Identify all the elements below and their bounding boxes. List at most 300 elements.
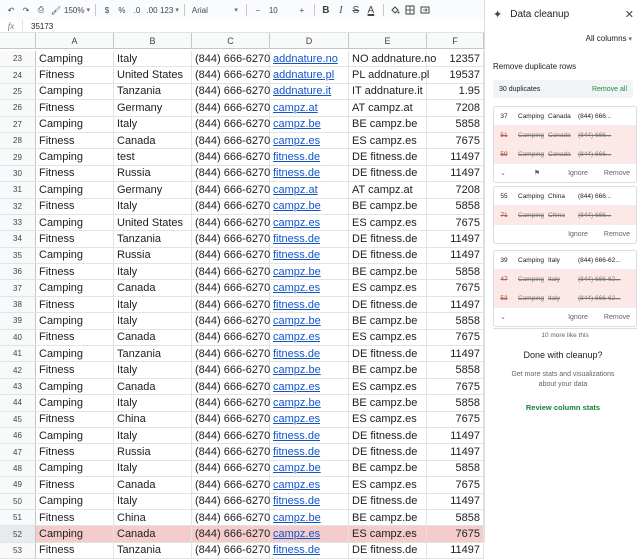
cell[interactable]: fitness.de	[270, 248, 349, 263]
cell[interactable]: (844) 666-6270	[192, 477, 270, 492]
cell[interactable]: campz.es	[270, 526, 349, 541]
column-header[interactable]: B	[114, 33, 192, 49]
cell[interactable]: Canada	[114, 330, 192, 345]
cell[interactable]: Camping	[36, 395, 114, 410]
cell[interactable]: DE fitness.de	[349, 346, 427, 361]
cell[interactable]: campz.be	[270, 199, 349, 214]
cell[interactable]: fitness.de	[270, 231, 349, 246]
remove-button[interactable]: Remove	[603, 169, 630, 177]
row-header[interactable]: 46	[0, 428, 36, 443]
currency-format-button[interactable]: $	[104, 5, 110, 15]
cell[interactable]: Camping	[36, 461, 114, 476]
cell[interactable]: 7675	[427, 215, 484, 230]
cell[interactable]: 11497	[427, 428, 484, 443]
table-row	[0, 494, 484, 510]
cell[interactable]: 11497	[427, 149, 484, 164]
cell[interactable]: Fitness	[36, 444, 114, 459]
cell[interactable]: Fitness	[36, 330, 114, 345]
text-color-button[interactable]: A	[367, 4, 375, 16]
cell[interactable]: (844) 666-6270	[192, 117, 270, 132]
cell[interactable]: addnature.it	[270, 84, 349, 99]
cell[interactable]: Italy	[114, 395, 192, 410]
duplicate-cell: 51	[500, 131, 508, 139]
cell[interactable]: fitness.de	[270, 543, 349, 558]
row-header[interactable]: 52	[0, 526, 36, 541]
more-like-this[interactable]: 10 more like this	[493, 328, 637, 339]
remove-all-button[interactable]: Remove all	[591, 85, 627, 93]
cell[interactable]: Camping	[36, 215, 114, 230]
table-row	[0, 231, 484, 247]
cell[interactable]: campz.at	[270, 100, 349, 115]
cell[interactable]: 11497	[427, 444, 484, 459]
cell[interactable]: Fitness	[36, 231, 114, 246]
cell[interactable]: fitness.de	[270, 346, 349, 361]
cell[interactable]: Canada	[114, 379, 192, 394]
cell[interactable]: campz.be	[270, 395, 349, 410]
font-family-select[interactable]: Arial ▾	[189, 2, 241, 18]
table-row	[0, 84, 484, 100]
cell[interactable]: 7208	[427, 100, 484, 115]
cell[interactable]: (844) 666-6270	[192, 526, 270, 541]
cell[interactable]: DE fitness.de	[349, 297, 427, 312]
number-format-select[interactable]: 123 ▾	[160, 2, 179, 18]
cell[interactable]: ES campz.es	[349, 412, 427, 427]
fill-color-icon[interactable]	[388, 2, 402, 18]
cell[interactable]: China	[114, 412, 192, 427]
cell[interactable]: Fitness	[36, 362, 114, 377]
cell[interactable]: Camping	[36, 379, 114, 394]
cell[interactable]: Camping	[36, 280, 114, 295]
row-header[interactable]: 44	[0, 395, 36, 410]
toolbar-divider	[246, 4, 247, 16]
cell[interactable]: Fitness	[36, 133, 114, 148]
cell[interactable]: (844) 666-6270	[192, 313, 270, 328]
cell[interactable]: Italy	[114, 51, 192, 66]
cell[interactable]: BE campz.be	[349, 117, 427, 132]
cell[interactable]: campz.es	[270, 280, 349, 295]
cell[interactable]: 5858	[427, 461, 484, 476]
duplicates-count: 30 duplicates	[499, 85, 541, 93]
cell[interactable]: 11497	[427, 543, 484, 558]
cell[interactable]: 5858	[427, 264, 484, 279]
flag-icon[interactable]: ⚑	[533, 170, 541, 177]
cell[interactable]: Canada	[114, 133, 192, 148]
cell[interactable]: campz.be	[270, 117, 349, 132]
cell[interactable]: United States	[114, 215, 192, 230]
duplicate-group	[493, 106, 637, 183]
row-header[interactable]: 25	[0, 84, 36, 99]
row-header[interactable]: 24	[0, 67, 36, 82]
cell[interactable]: DE fitness.de	[349, 248, 427, 263]
cell[interactable]: BE campz.be	[349, 199, 427, 214]
cell[interactable]: ES campz.es	[349, 330, 427, 345]
cell[interactable]: Italy	[114, 313, 192, 328]
cell[interactable]: Fitness	[36, 264, 114, 279]
cell[interactable]: campz.be	[270, 264, 349, 279]
column-header[interactable]: E	[349, 33, 427, 49]
row-header[interactable]: 23	[0, 51, 36, 66]
cell[interactable]: (844) 666-6270	[192, 379, 270, 394]
cell[interactable]: 11497	[427, 248, 484, 263]
cell[interactable]: (844) 666-6270	[192, 264, 270, 279]
cell[interactable]: DE fitness.de	[349, 494, 427, 509]
table-row	[0, 543, 484, 559]
row-header[interactable]: 30	[0, 166, 36, 181]
row-header[interactable]: 39	[0, 313, 36, 328]
cell[interactable]: Canada	[114, 526, 192, 541]
cell[interactable]: Tanzania	[114, 231, 192, 246]
redo-icon[interactable]: ↷	[22, 5, 30, 15]
duplicate-cell: Camping	[518, 294, 545, 302]
cell[interactable]: Canada	[114, 280, 192, 295]
cell[interactable]: (844) 666-6270	[192, 182, 270, 197]
cell[interactable]: 7675	[427, 526, 484, 541]
cell[interactable]: Germany	[114, 182, 192, 197]
column-header[interactable]: A	[36, 33, 114, 49]
cell[interactable]: (844) 666-6270	[192, 543, 270, 558]
cell[interactable]: Fitness	[36, 477, 114, 492]
cell[interactable]: Italy	[114, 428, 192, 443]
duplicate-row[interactable]	[494, 289, 636, 308]
cell[interactable]: (844) 666-6270	[192, 133, 270, 148]
remove-button[interactable]: Remove	[603, 313, 630, 321]
duplicate-row[interactable]	[494, 270, 636, 289]
cell[interactable]: Camping	[36, 149, 114, 164]
cell[interactable]: 1.95	[427, 84, 484, 99]
cell[interactable]: Italy	[114, 362, 192, 377]
cell[interactable]: (844) 666-6270	[192, 412, 270, 427]
chevron-down-icon[interactable]: ⌄	[500, 314, 506, 321]
cell[interactable]: Tanzania	[114, 543, 192, 558]
table-row	[0, 362, 484, 378]
row-header[interactable]: 27	[0, 117, 36, 132]
duplicate-row[interactable]	[494, 107, 636, 126]
cell[interactable]: BE campz.be	[349, 461, 427, 476]
cell[interactable]: 7675	[427, 477, 484, 492]
cell[interactable]: (844) 666-6270	[192, 395, 270, 410]
cell[interactable]: 5858	[427, 395, 484, 410]
cell[interactable]: (844) 666-6270	[192, 362, 270, 377]
duplicate-row[interactable]	[494, 126, 636, 145]
row-header[interactable]: 34	[0, 231, 36, 246]
cell[interactable]: fitness.de	[270, 166, 349, 181]
cell[interactable]: 5858	[427, 117, 484, 132]
cell[interactable]: Fitness	[36, 67, 114, 82]
row-header[interactable]: 41	[0, 346, 36, 361]
duplicate-cell: China	[548, 192, 565, 200]
cell[interactable]: 5858	[427, 313, 484, 328]
row-header[interactable]: 29	[0, 149, 36, 164]
cell[interactable]: 11497	[427, 297, 484, 312]
cell[interactable]: (844) 666-6270	[192, 346, 270, 361]
table-row	[0, 412, 484, 428]
cell[interactable]: 11497	[427, 166, 484, 181]
cell[interactable]: 5858	[427, 199, 484, 214]
cell[interactable]: ES campz.es	[349, 215, 427, 230]
cell[interactable]: United States	[114, 67, 192, 82]
table-row	[0, 199, 484, 215]
table-row	[0, 51, 484, 67]
cell[interactable]: campz.be	[270, 461, 349, 476]
duplicate-row[interactable]	[494, 145, 636, 164]
font-size-decrease-button[interactable]: −	[255, 5, 261, 15]
row-header[interactable]: 32	[0, 199, 36, 214]
cell[interactable]: (844) 666-6270	[192, 149, 270, 164]
ignore-button[interactable]: Ignore	[568, 169, 588, 177]
cell[interactable]: Tanzania	[114, 84, 192, 99]
cell[interactable]: IT addnature.it	[349, 84, 427, 99]
cell[interactable]: AT campz.at	[349, 100, 427, 115]
borders-icon[interactable]	[403, 2, 417, 18]
cell[interactable]: DE fitness.de	[349, 543, 427, 558]
cell[interactable]: Camping	[36, 84, 114, 99]
row-header[interactable]: 36	[0, 264, 36, 279]
paint-format-icon[interactable]: 🖌	[50, 5, 62, 15]
cell[interactable]: Camping	[36, 51, 114, 66]
cell[interactable]: campz.be	[270, 362, 349, 377]
cell[interactable]: DE fitness.de	[349, 231, 427, 246]
cell[interactable]: DE fitness.de	[349, 149, 427, 164]
row-header[interactable]: 37	[0, 280, 36, 295]
cell[interactable]: ES campz.es	[349, 477, 427, 492]
cell[interactable]: BE campz.be	[349, 510, 427, 525]
cell[interactable]: campz.es	[270, 330, 349, 345]
row-header[interactable]: 35	[0, 248, 36, 263]
cell[interactable]: fitness.de	[270, 428, 349, 443]
cell[interactable]: campz.es	[270, 477, 349, 492]
cell[interactable]: Fitness	[36, 297, 114, 312]
cell[interactable]: (844) 666-6270	[192, 215, 270, 230]
cell[interactable]: Russia	[114, 444, 192, 459]
ignore-button[interactable]: Ignore	[568, 230, 588, 238]
table-row	[0, 248, 484, 264]
cell[interactable]: Canada	[114, 477, 192, 492]
table-row	[0, 346, 484, 362]
duplicate-row[interactable]	[494, 187, 636, 206]
duplicate-row[interactable]	[494, 206, 636, 225]
duplicate-row[interactable]	[494, 251, 636, 270]
cell[interactable]: (844) 666-6270	[192, 461, 270, 476]
cell[interactable]: DE fitness.de	[349, 444, 427, 459]
cell[interactable]: PL addnature.pl	[349, 67, 427, 82]
cell[interactable]: 7208	[427, 182, 484, 197]
column-header[interactable]: C	[192, 33, 270, 49]
cell[interactable]: campz.es	[270, 379, 349, 394]
cell[interactable]: campz.be	[270, 313, 349, 328]
fx-icon: fx	[7, 21, 15, 31]
cell[interactable]: DE fitness.de	[349, 428, 427, 443]
cell[interactable]: fitness.de	[270, 494, 349, 509]
column-scope-select[interactable]: All columns ▾	[586, 34, 632, 43]
table-row	[0, 526, 484, 542]
cell[interactable]: NO addnature.no	[349, 51, 427, 66]
done-subtitle: Get more stats and visualizations about your data	[511, 371, 615, 388]
row-header[interactable]: 49	[0, 477, 36, 492]
cell[interactable]: (844) 666-6270	[192, 330, 270, 345]
cell[interactable]: ES campz.es	[349, 133, 427, 148]
cell[interactable]: campz.es	[270, 412, 349, 427]
undo-icon[interactable]: ↶	[7, 5, 15, 15]
cell[interactable]: campz.es	[270, 133, 349, 148]
chevron-down-icon[interactable]: ⌄	[500, 170, 506, 177]
cell[interactable]: 7675	[427, 133, 484, 148]
cell[interactable]: 7675	[427, 412, 484, 427]
select-all-corner[interactable]	[0, 33, 36, 49]
strikethrough-button[interactable]: S	[352, 4, 360, 16]
cell[interactable]: fitness.de	[270, 444, 349, 459]
cell[interactable]: (844) 666-6270	[192, 297, 270, 312]
cell[interactable]: Camping	[36, 526, 114, 541]
cell[interactable]: campz.at	[270, 182, 349, 197]
cell[interactable]: (844) 666-6270	[192, 199, 270, 214]
cell[interactable]: campz.es	[270, 215, 349, 230]
percent-format-button[interactable]: %	[118, 5, 126, 15]
row-header[interactable]: 33	[0, 215, 36, 230]
row-header[interactable]: 47	[0, 444, 36, 459]
cell[interactable]: 11497	[427, 346, 484, 361]
cell[interactable]: China	[114, 510, 192, 525]
cell[interactable]: (844) 666-6270	[192, 248, 270, 263]
cell[interactable]: (844) 666-6270	[192, 51, 270, 66]
spreadsheet-grid	[0, 33, 484, 557]
row-header[interactable]: 40	[0, 330, 36, 345]
cell[interactable]: 11497	[427, 494, 484, 509]
review-column-stats-button[interactable]: Review column stats	[525, 403, 601, 412]
remove-button[interactable]: Remove	[603, 230, 630, 238]
cell[interactable]: (844) 666-6270	[192, 231, 270, 246]
cell[interactable]: (844) 666-6270	[192, 510, 270, 525]
cell[interactable]: Fitness	[36, 412, 114, 427]
cell[interactable]: Camping	[36, 313, 114, 328]
cell[interactable]: Tanzania	[114, 346, 192, 361]
cell[interactable]: 19537	[427, 67, 484, 82]
cell[interactable]: 5858	[427, 362, 484, 377]
cell[interactable]: (844) 666-6270	[192, 100, 270, 115]
row-header[interactable]: 53	[0, 543, 36, 558]
toolbar-divider	[95, 4, 96, 16]
row-header[interactable]: 38	[0, 297, 36, 312]
cell[interactable]: (844) 666-6270	[192, 166, 270, 181]
bold-button[interactable]: B	[322, 4, 330, 16]
font-size-increase-button[interactable]: +	[299, 5, 305, 15]
cell[interactable]: test	[114, 149, 192, 164]
row-header[interactable]: 28	[0, 133, 36, 148]
cell[interactable]: Camping	[36, 346, 114, 361]
duplicate-cell: Italy	[548, 256, 560, 264]
cell[interactable]: Italy	[114, 297, 192, 312]
table-row	[0, 313, 484, 329]
table-row	[0, 182, 484, 198]
cell[interactable]: campz.be	[270, 510, 349, 525]
cell[interactable]: BE campz.be	[349, 395, 427, 410]
column-header[interactable]: F	[427, 33, 484, 49]
cell[interactable]: 7675	[427, 379, 484, 394]
cell[interactable]: addnature.no	[270, 51, 349, 66]
cell[interactable]: 7675	[427, 280, 484, 295]
row-header[interactable]: 42	[0, 362, 36, 377]
row-header[interactable]: 43	[0, 379, 36, 394]
row-header[interactable]: 48	[0, 461, 36, 476]
zoom-select[interactable]: 150% ▾	[64, 2, 90, 18]
row-header[interactable]: 31	[0, 182, 36, 197]
cell[interactable]: (844) 666-6270	[192, 84, 270, 99]
italic-button[interactable]: I	[339, 4, 343, 16]
cell[interactable]: Camping	[36, 248, 114, 263]
duplicate-cell: Camping	[518, 275, 545, 283]
cell[interactable]: fitness.de	[270, 297, 349, 312]
cell[interactable]: Russia	[114, 248, 192, 263]
cell[interactable]: 7675	[427, 330, 484, 345]
cell[interactable]: Italy	[114, 494, 192, 509]
cell[interactable]: Fitness	[36, 543, 114, 558]
table-row	[0, 264, 484, 280]
close-icon[interactable]: ✕	[624, 8, 634, 21]
font-size-input[interactable]: 10	[268, 5, 278, 15]
ignore-button[interactable]: Ignore	[568, 313, 588, 321]
table-row	[0, 166, 484, 182]
cell[interactable]: Germany	[114, 100, 192, 115]
print-icon[interactable]: ⎙	[37, 5, 45, 14]
row-header[interactable]: 26	[0, 100, 36, 115]
cell[interactable]: Camping	[36, 494, 114, 509]
cell[interactable]: (844) 666-6270	[192, 428, 270, 443]
cell[interactable]: addnature.pl	[270, 67, 349, 82]
cell[interactable]: DE fitness.de	[349, 166, 427, 181]
cell[interactable]: fitness.de	[270, 149, 349, 164]
cell[interactable]: (844) 666-6270	[192, 494, 270, 509]
cell[interactable]: (844) 666-6270	[192, 280, 270, 295]
cell[interactable]: BE campz.be	[349, 362, 427, 377]
cell[interactable]: AT campz.at	[349, 182, 427, 197]
cell[interactable]: Italy	[114, 199, 192, 214]
cell[interactable]: Italy	[114, 461, 192, 476]
cell[interactable]: BE campz.be	[349, 313, 427, 328]
cell[interactable]: Camping	[36, 182, 114, 197]
cell[interactable]: ES campz.es	[349, 280, 427, 295]
cell[interactable]: Italy	[114, 264, 192, 279]
cell[interactable]: 5858	[427, 510, 484, 525]
row-header[interactable]: 50	[0, 494, 36, 509]
cell[interactable]: (844) 666-6270	[192, 67, 270, 82]
magic-wand-icon: ✦	[493, 8, 503, 21]
row-header[interactable]: 51	[0, 510, 36, 525]
cell[interactable]: Camping	[36, 117, 114, 132]
cell[interactable]: 11497	[427, 231, 484, 246]
column-header[interactable]: D	[270, 33, 349, 49]
cell[interactable]: (844) 666-6270	[192, 444, 270, 459]
cell[interactable]: Fitness	[36, 510, 114, 525]
cell[interactable]: 12357	[427, 51, 484, 66]
cell[interactable]: Fitness	[36, 199, 114, 214]
cell[interactable]: ES campz.es	[349, 526, 427, 541]
cell[interactable]: Fitness	[36, 100, 114, 115]
duplicate-cell: Italy	[548, 275, 560, 283]
cell[interactable]: Fitness	[36, 166, 114, 181]
table-row	[0, 330, 484, 346]
cell[interactable]: Camping	[36, 428, 114, 443]
cell[interactable]: Russia	[114, 166, 192, 181]
cell[interactable]: BE campz.be	[349, 264, 427, 279]
done-title: Done with cleanup?	[523, 350, 603, 360]
increase-decimal-button[interactable]: .00	[146, 5, 158, 15]
formula-input[interactable]: 35173	[22, 20, 53, 32]
cell[interactable]: Italy	[114, 117, 192, 132]
merge-cells-icon[interactable]	[418, 2, 432, 18]
cell[interactable]: ES campz.es	[349, 379, 427, 394]
decrease-decimal-button[interactable]: .0	[133, 5, 141, 15]
row-header[interactable]: 45	[0, 412, 36, 427]
duplicate-cell: 59	[500, 150, 508, 158]
